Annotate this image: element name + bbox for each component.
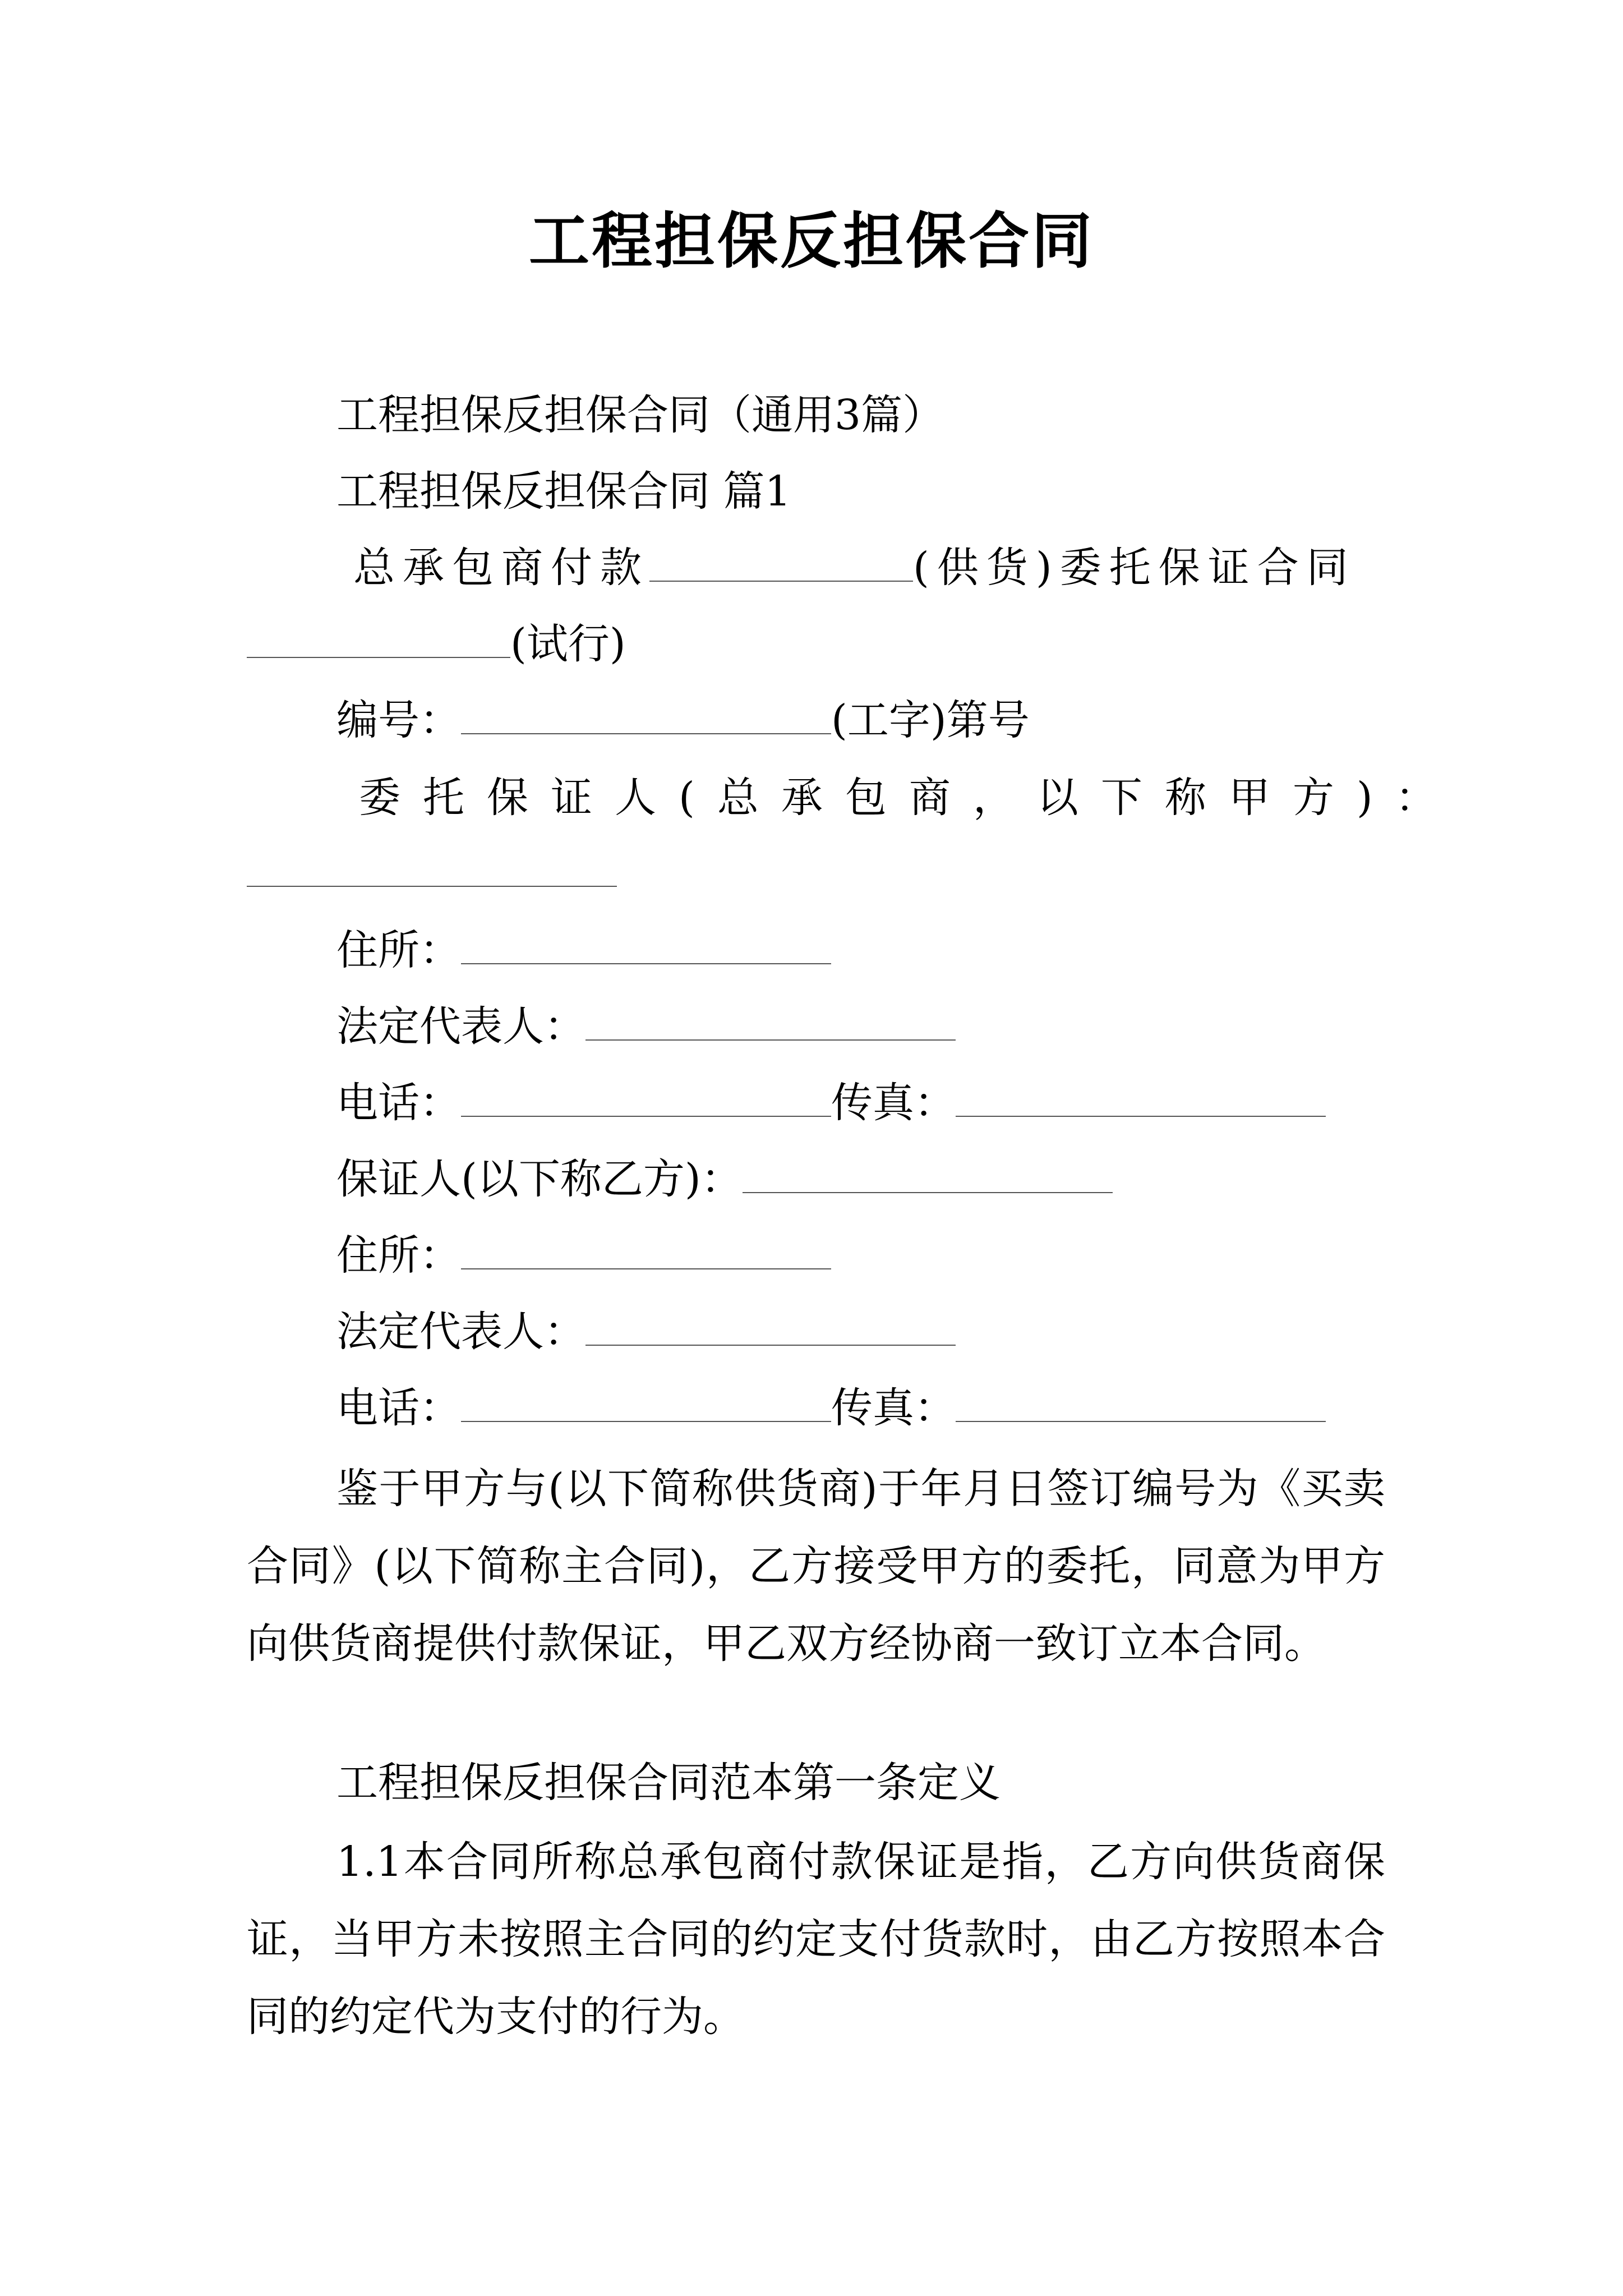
clause-1-1: 1.1本合同所称总承包商付款保证是指，乙方向供货商保证，当甲方未按照主合同的约定支付货款时，由乙方按照本合同的约定代为支付的行为。: [247, 1838, 1385, 2041]
legal-rep-blank[interactable]: [585, 1305, 956, 1346]
contract-line-1: [353, 540, 1356, 596]
fax-label: 传真：: [831, 1384, 956, 1432]
fax-blank[interactable]: [956, 1382, 1326, 1422]
phone-blank[interactable]: [461, 1076, 831, 1117]
fax-blank[interactable]: [956, 1076, 1326, 1117]
contract-line-c: (试行): [510, 620, 626, 668]
address-line-1: [336, 922, 831, 978]
guarantor-blank[interactable]: [743, 1153, 1113, 1193]
legal-rep-label: 法定代表人：: [336, 1308, 585, 1356]
guarantor-label: 保证人(以下称乙方)：: [336, 1155, 743, 1203]
number-label: 编号：: [336, 696, 461, 744]
legal-rep-line-2: [336, 1304, 956, 1360]
principal-label: 委托保证人(总承包商，以下称甲方)：: [359, 774, 1459, 822]
phone-blank[interactable]: [461, 1382, 831, 1422]
contract-line-2: [247, 616, 626, 672]
part-heading: 工程担保反担保合同 篇1: [336, 467, 791, 516]
legal-rep-label: 法定代表人：: [336, 1002, 585, 1051]
document-title: 工程担保反担保合同: [528, 206, 1094, 277]
article-heading: 工程担保反担保合同范本第一条定义: [336, 1759, 1000, 1807]
number-suffix: (工字)第号: [831, 696, 1030, 744]
subtitle: 工程担保反担保合同（通用3篇）: [336, 391, 944, 439]
legal-rep-blank[interactable]: [585, 1000, 956, 1041]
contract-line-a: 总承包商付款: [353, 544, 649, 592]
phone-label: 电话：: [336, 1079, 461, 1127]
blank-field[interactable]: [649, 541, 913, 582]
address-blank[interactable]: [461, 924, 831, 964]
address-label: 住所：: [336, 1231, 461, 1280]
phone-fax-line-1: [336, 1075, 1326, 1131]
contract-line-b: (供货)委托保证合同: [913, 544, 1356, 592]
fax-label: 传真：: [831, 1079, 956, 1127]
recital-paragraph: 鉴于甲方与(以下简称供货商)于年月日签订编号为《买卖合同》(以下简称主合同)，乙方接受甲方的委托，同意为甲方向供货商提供付款保证，甲乙双方经协商一致订立本合同。: [247, 1465, 1385, 1668]
legal-rep-line-1: [336, 999, 956, 1055]
phone-label: 电话：: [336, 1384, 461, 1432]
phone-fax-line-2: [336, 1380, 1326, 1436]
address-blank[interactable]: [461, 1229, 831, 1269]
principal-blank[interactable]: [247, 846, 617, 887]
guarantor-line: [336, 1151, 1113, 1207]
address-label: 住所：: [336, 926, 461, 974]
number-line: [336, 692, 1030, 748]
principal-line: [247, 845, 617, 901]
blank-field[interactable]: [247, 618, 510, 658]
address-line-2: [336, 1227, 831, 1283]
number-blank[interactable]: [461, 694, 831, 734]
